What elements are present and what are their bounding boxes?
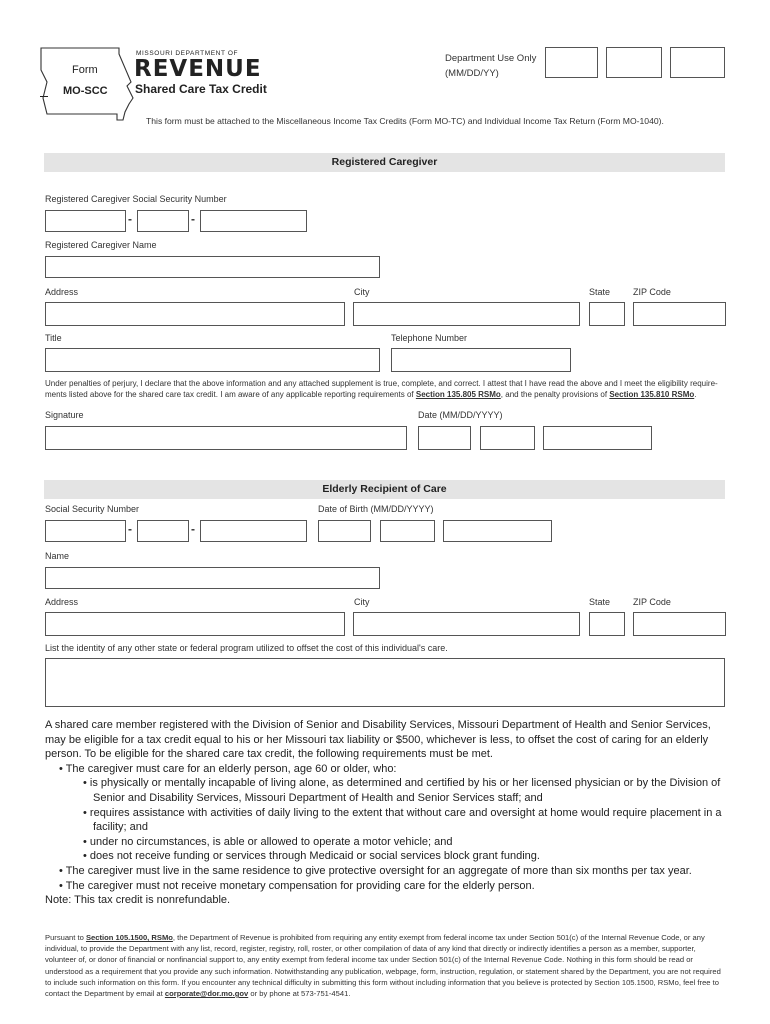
perjury-text-3: , and the penalty provisions of xyxy=(500,390,608,399)
caregiver-state-label: State xyxy=(589,287,611,297)
caregiver-city-field[interactable] xyxy=(353,302,580,326)
form-id: MO-SCC xyxy=(63,85,108,97)
recipient-heading: Elderly Recipient of Care xyxy=(44,480,725,499)
requirement-bullet-residence: • The caregiver must live in the same residence to give protective oversight for an aggregate of more than six months per tax year. xyxy=(59,864,692,877)
caregiver-address-field[interactable] xyxy=(45,302,345,326)
signature-date-year[interactable] xyxy=(543,426,652,450)
recipient-address-field[interactable] xyxy=(45,612,345,636)
signature-field[interactable] xyxy=(45,426,407,450)
requirement-sub-medicaid: • does not receive funding or services through Medicaid or social services block grant funding. xyxy=(83,850,540,863)
recipient-dob-year[interactable] xyxy=(443,520,552,542)
recipient-name-label: Name xyxy=(45,551,70,561)
recipient-state-label: State xyxy=(589,597,611,607)
perjury-text-2: ments listed above for the shared care tax credit. I am aware of any applicable reporting requirements of xyxy=(45,390,414,399)
form-word: Form xyxy=(72,64,98,76)
recipient-ssn-part1[interactable] xyxy=(45,520,126,542)
rsmo-135-805-link[interactable]: Section 135.805 RSMo xyxy=(415,390,501,399)
caregiver-state-field[interactable] xyxy=(589,302,625,326)
recipient-dob-label: Date of Birth (MM/DD/YYYY) xyxy=(318,504,434,514)
caregiver-phone-field[interactable] xyxy=(391,348,571,372)
dept-use-line2: (MM/DD/YY) xyxy=(445,68,499,79)
caregiver-ssn-part2[interactable] xyxy=(137,210,189,232)
requirements-intro: A shared care member registered with the Division of Senior and Disability Services, Missouri Department of Health and Senior Services, may be eligible for a tax credit equal to his or her Missouri tax liability or $500, whichever is less, to offset the cost of caring for an elderly person. To be eligible for the shared care tax credit, the following requirements must be met. xyxy=(45,719,711,761)
signature-label: Signature xyxy=(45,410,84,420)
ssn-dash: - xyxy=(128,522,132,536)
perjury-statement xyxy=(45,378,735,400)
requirement-sub-assistance: • requires assistance with activities of daily living to the extent that without care and oversight at home would require placement in a facility; and xyxy=(83,806,722,834)
signature-date-day[interactable] xyxy=(480,426,535,450)
signature-date-label: Date (MM/DD/YYYY) xyxy=(418,410,503,420)
recipient-state-field[interactable] xyxy=(589,612,625,636)
perjury-text-1: Under penalties of perjury, I declare that the above information and any attached supplement is true, complete, and correct. I attest that I have read the above and I meet the eligibility require- xyxy=(45,379,718,388)
recipient-zip-label: ZIP Code xyxy=(633,597,671,607)
logo-dept-line: MISSOURI DEPARTMENT OF xyxy=(136,50,239,57)
dept-use-line1: Department Use Only xyxy=(445,53,537,64)
dor-email-link[interactable]: corporate@dor.mo.gov xyxy=(164,989,249,999)
caregiver-city-label: City xyxy=(354,287,370,297)
caregiver-ssn-label: Registered Caregiver Social Security Number xyxy=(45,194,227,204)
recipient-ssn-part2[interactable] xyxy=(137,520,189,542)
recipient-dob-month[interactable] xyxy=(318,520,371,542)
caregiver-zip-field[interactable] xyxy=(633,302,726,326)
caregiver-heading: Registered Caregiver xyxy=(44,153,725,172)
program-label: List the identity of any other state or federal program utilized to offset the cost of this individual's care. xyxy=(45,643,448,653)
form-title: Shared Care Tax Credit xyxy=(135,82,267,96)
logo-revenue: REVENUE xyxy=(134,56,262,82)
caregiver-phone-label: Telephone Number xyxy=(391,333,468,343)
perjury-text-4: . xyxy=(694,390,697,399)
signature-date-month[interactable] xyxy=(418,426,471,450)
ssn-dash: - xyxy=(191,212,195,226)
requirement-bullet-compensation: • The caregiver must not receive monetary compensation for providing care for the elderly person. xyxy=(59,879,535,892)
caregiver-ssn-part1[interactable] xyxy=(45,210,126,232)
dept-use-month-box[interactable] xyxy=(545,47,598,78)
caregiver-zip-label: ZIP Code xyxy=(633,287,671,297)
ssn-dash: - xyxy=(191,522,195,536)
requirement-sub-vehicle: • under no circumstances, is able or allowed to operate a motor vehicle; and xyxy=(83,835,453,848)
form-id-dash xyxy=(40,96,48,97)
caregiver-title-label: Title xyxy=(45,333,62,343)
rsmo-135-810-link[interactable]: Section 135.810 RSMo xyxy=(609,390,695,399)
requirement-sub-incapable: • is physically or mentally incapable of living alone, as determined and certified by his or her licensed physician or by the Division of Senior and Disability Services, Missouri Department of Health and Senior Services staff; and xyxy=(83,777,721,804)
requirement-bullet-age: • The caregiver must care for an elderly person, age 60 or older, who: xyxy=(59,762,397,775)
rsmo-105-1500-link[interactable]: Section 105.1500, RSMo xyxy=(85,933,173,942)
caregiver-ssn-part3[interactable] xyxy=(200,210,307,232)
recipient-dob-day[interactable] xyxy=(380,520,435,542)
dept-use-day-box[interactable] xyxy=(606,47,662,78)
ssn-dash: - xyxy=(128,212,132,226)
recipient-city-field[interactable] xyxy=(353,612,580,636)
attach-note: This form must be attached to the Miscellaneous Income Tax Credits (Form MO-TC) and Individual Income Tax Return (Form MO-1040). xyxy=(146,116,664,126)
caregiver-name-field[interactable] xyxy=(45,256,380,278)
recipient-zip-field[interactable] xyxy=(633,612,726,636)
nonrefundable-note: Note: This tax credit is nonrefundable. xyxy=(45,894,231,907)
recipient-city-label: City xyxy=(354,597,370,607)
recipient-address-label: Address xyxy=(45,597,79,607)
recipient-ssn-label: Social Security Number xyxy=(45,504,140,514)
caregiver-title-field[interactable] xyxy=(45,348,380,372)
program-field[interactable] xyxy=(45,658,725,707)
privacy-notice xyxy=(45,932,727,999)
recipient-ssn-part3[interactable] xyxy=(200,520,307,542)
caregiver-address-label: Address xyxy=(45,287,79,297)
dept-use-year-box[interactable] xyxy=(670,47,725,78)
privacy-text-2: , the Department of Revenue is prohibited from requiring any entity exempt from federal income tax under Section 501(c) of the Internal Revenue Code, or any individual, to provide the Department with any list, record, register, registry, roll, roster, or other compilation of data of any kind that directly or indirectly identifies a person as a member, supporter, volunteer of, or donor of financial or nonfinancial support to, any entity exempt from federal income tax under Section 501(c) of the Internal Revenue Code. Nothing in this form should be read or understood as a requirement that you provide any such information. Notwithstanding any publication, webpage, form, instruction, regulation, or statement shared by the Department, you are not required to include such information on this form. If you encounter any technical difficulty in submitting this form without including information that you believe is protected by Section 105.1500, RSMo, feel free to contact the Department by email at xyxy=(45,933,721,999)
missouri-state-outline-icon xyxy=(33,42,138,126)
privacy-text-1: Pursuant to xyxy=(45,933,84,942)
requirements-text xyxy=(45,718,727,908)
recipient-name-field[interactable] xyxy=(45,567,380,589)
privacy-text-3: or by phone at 573-751-4541. xyxy=(250,989,351,999)
caregiver-name-label: Registered Caregiver Name xyxy=(45,240,157,250)
